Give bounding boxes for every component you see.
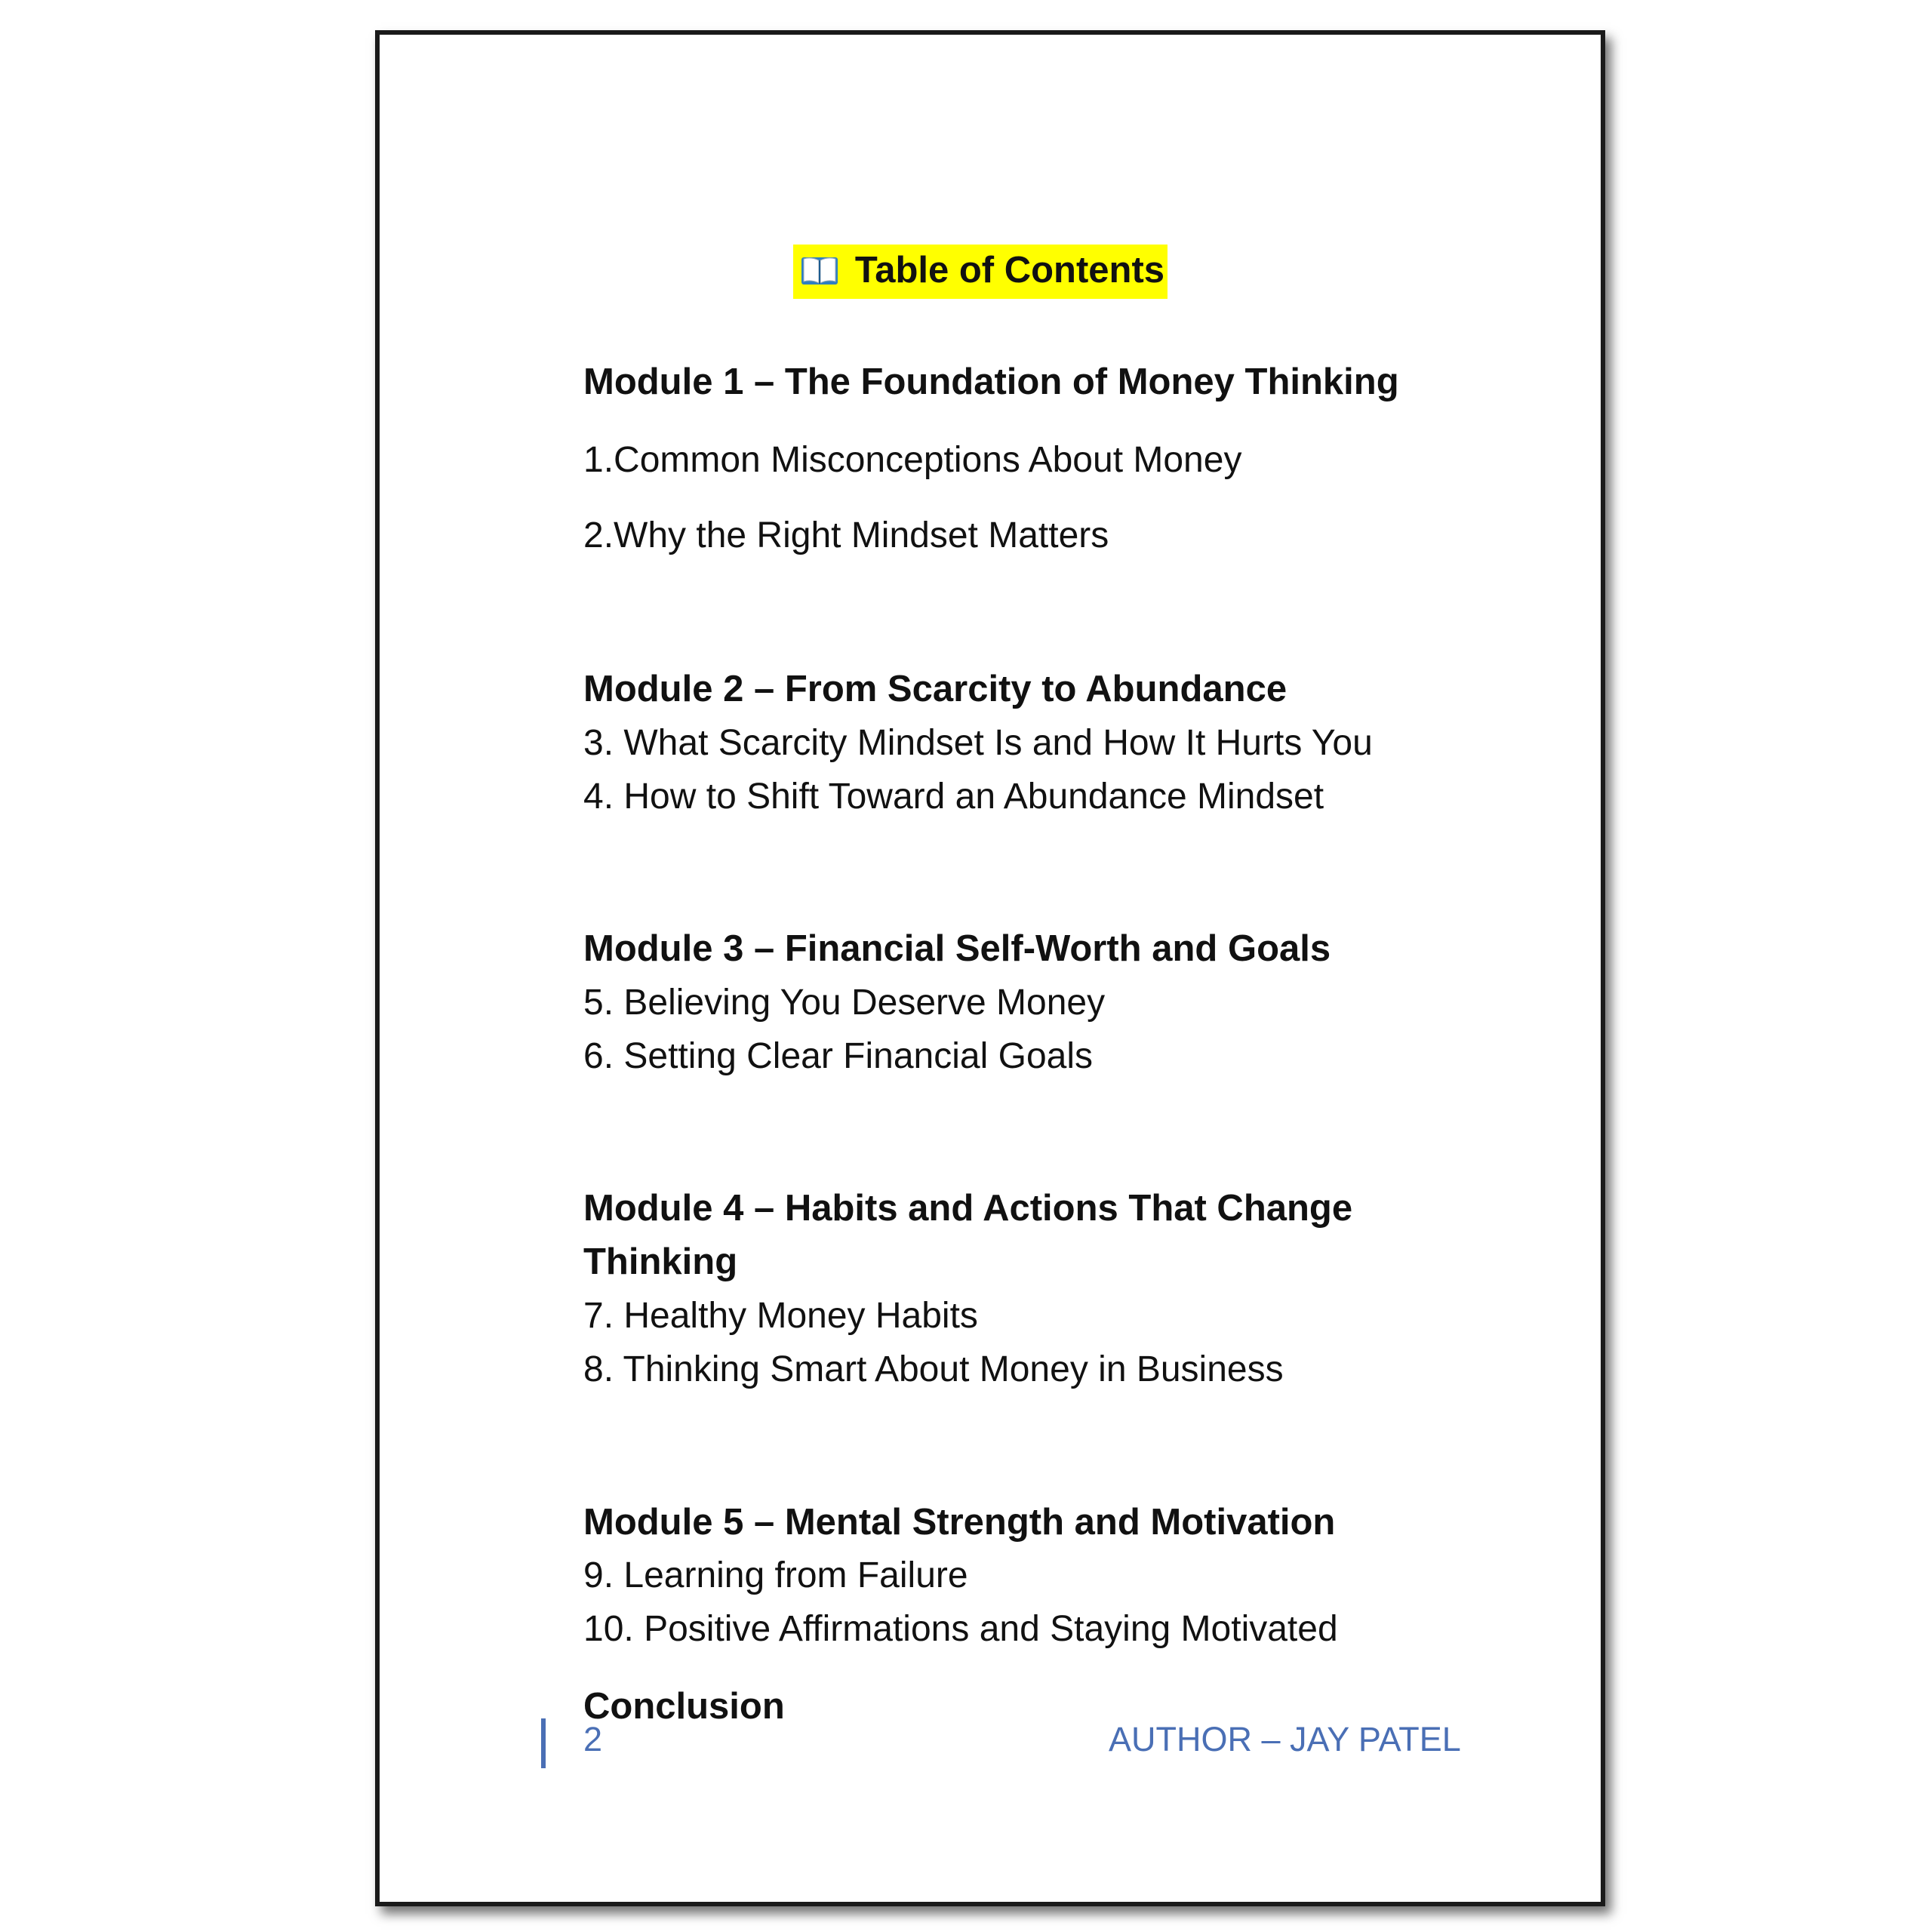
document-page — [375, 30, 1605, 1906]
module-4-heading-line-1: Module 4 – Habits and Actions That Change — [583, 1188, 1353, 1229]
toc-item-5: 5. Believing You Deserve Money — [583, 983, 1106, 1023]
conclusion-heading: Conclusion — [583, 1686, 785, 1727]
toc-item-6: 6. Setting Clear Financial Goals — [583, 1036, 1093, 1076]
toc-item-1: 1.Common Misconceptions About Money — [583, 440, 1242, 480]
footer-accent-bar — [541, 1718, 546, 1768]
module-5-heading: Module 5 – Mental Strength and Motivation — [583, 1502, 1336, 1543]
footer-author: AUTHOR – JAY PATEL — [1109, 1720, 1461, 1758]
toc-title-wrap — [583, 245, 1377, 299]
page-number: 2 — [583, 1720, 603, 1758]
toc-item-3: 3. What Scarcity Mindset Is and How It Hurts You — [583, 723, 1373, 763]
module-1-heading: Module 1 – The Foundation of Money Thinking — [583, 361, 1399, 402]
module-4-heading-line-2: Thinking — [583, 1241, 738, 1282]
toc-item-7: 7. Healthy Money Habits — [583, 1296, 978, 1336]
toc-item-9: 9. Learning from Failure — [583, 1555, 968, 1595]
toc-item-2: 2.Why the Right Mindset Matters — [583, 515, 1109, 555]
module-2-heading: Module 2 – From Scarcity to Abundance — [583, 669, 1287, 709]
toc-item-8: 8. Thinking Smart About Money in Business — [583, 1349, 1284, 1389]
toc-item-4: 4. How to Shift Toward an Abundance Mindset — [583, 777, 1324, 817]
toc-title-text: Table of Contents — [854, 250, 1165, 291]
module-3-heading: Module 3 – Financial Self-Worth and Goals — [583, 928, 1331, 969]
open-book-icon — [801, 254, 838, 288]
toc-title — [793, 245, 1168, 299]
toc-item-10: 10. Positive Affirmations and Staying Motivated — [583, 1609, 1338, 1649]
